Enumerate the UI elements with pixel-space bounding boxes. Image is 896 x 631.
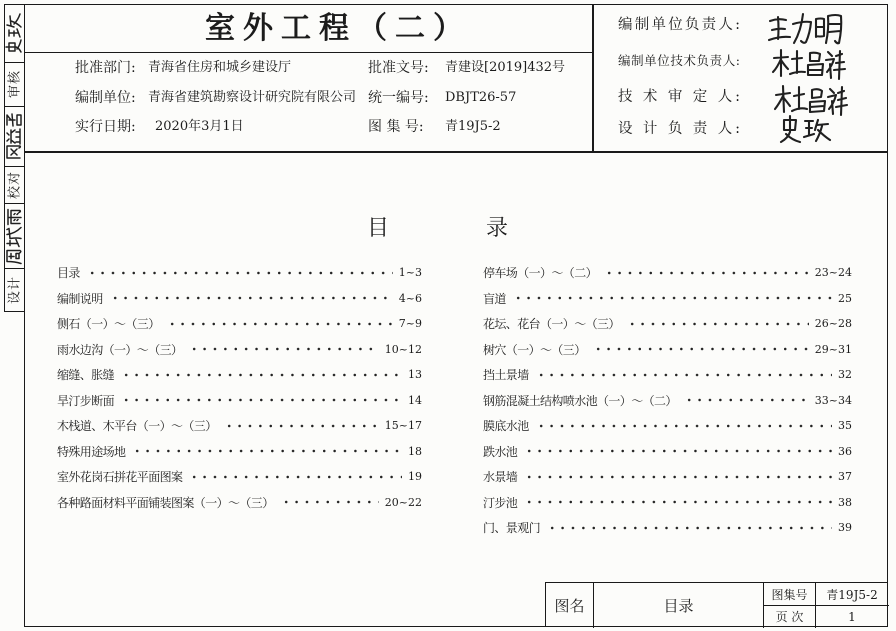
approval-no-label: 批准文号: xyxy=(368,60,429,76)
dot-leader xyxy=(110,292,393,304)
toc-entry-title: 缩缝、胀缝 xyxy=(57,368,115,383)
atlas-title: 室外工程（二） xyxy=(205,11,471,46)
toc-entry xyxy=(483,362,852,388)
toc-entry xyxy=(57,388,422,414)
dot-leader xyxy=(189,471,402,483)
dot-leader xyxy=(627,318,809,330)
strip-divider xyxy=(4,166,25,167)
atlas-no-label: 图 集 号: xyxy=(368,119,424,135)
toc-entry xyxy=(57,490,422,516)
toc-entry-pages: 20~22 xyxy=(384,495,422,509)
toc-entry-title: 各种路面材料平面铺装图案（一）～（三） xyxy=(57,495,274,510)
atlas-number-label: 图集号 xyxy=(771,587,808,602)
dot-leader xyxy=(524,496,832,508)
toc-entry-pages: 29~31 xyxy=(814,342,852,356)
toc-entry-pages: 15~17 xyxy=(384,419,422,433)
toc-entry-pages: 33~34 xyxy=(814,393,852,407)
toc-entry-pages: 26~28 xyxy=(814,317,852,331)
toc-entry-pages: 38 xyxy=(838,495,852,509)
page-number: 1 xyxy=(848,609,856,624)
checker-signature xyxy=(5,112,25,160)
toc-entry-pages: 7~9 xyxy=(398,317,422,331)
toc-entry-title: 膜底水池 xyxy=(483,419,529,434)
dot-leader xyxy=(121,369,402,381)
effective-date-label: 实行日期: xyxy=(75,119,136,135)
dot-leader xyxy=(281,496,379,508)
toc-entry-title: 雨水边沟（一）～（三） xyxy=(57,342,183,357)
page-number-label: 页 次 xyxy=(775,610,804,624)
strip-label-design: 设计 xyxy=(7,275,22,305)
dot-leader xyxy=(536,420,832,432)
toc-entry-pages: 35 xyxy=(838,419,852,433)
atlas-no-value: 青19J5-2 xyxy=(445,119,501,134)
toc-entry-pages: 23~24 xyxy=(814,266,852,280)
approval-dept-label: 批准部门: xyxy=(75,60,136,76)
toc-entry-title: 目录 xyxy=(57,266,80,281)
toc-entry-title: 停车场（一）～（二） xyxy=(483,266,598,281)
signature-mark xyxy=(5,12,22,54)
toc-entry-pages: 37 xyxy=(838,470,852,484)
toc-entry xyxy=(483,413,852,439)
toc-entry xyxy=(483,337,852,363)
toc-entry-pages: 36 xyxy=(838,444,852,458)
signature-mark xyxy=(5,112,22,160)
toc-entry-pages: 4~6 xyxy=(398,291,422,305)
design-lead-label: 设 计 负 责 人: xyxy=(618,121,740,137)
toc-entry-pages: 10~12 xyxy=(384,342,422,356)
toc-entry-title: 汀步池 xyxy=(483,495,518,510)
reviewer-signature xyxy=(5,12,25,54)
toc-entry xyxy=(57,311,422,337)
toc-entry xyxy=(483,439,852,465)
approval-dept-value: 青海省住房和城乡建设厅 xyxy=(148,60,292,75)
dot-leader xyxy=(604,267,809,279)
toc-entry-title: 旱汀步断面 xyxy=(57,393,115,408)
technical-approver-signature xyxy=(772,82,848,116)
toc-entry-title: 侧石（一）～（三） xyxy=(57,317,160,332)
dot-leader xyxy=(513,292,832,304)
toc-entry-title: 门、景观门 xyxy=(483,521,541,536)
toc-entry-pages: 19 xyxy=(408,470,422,484)
title-block xyxy=(545,582,888,627)
toc-entry-title: 编制说明 xyxy=(57,291,103,306)
dot-leader xyxy=(87,267,393,279)
toc-entry-title: 跌水池 xyxy=(483,444,518,459)
toc-entry xyxy=(57,439,422,465)
dot-leader xyxy=(167,318,393,330)
technical-head-signature xyxy=(770,46,846,80)
toc-entry-pages: 25 xyxy=(838,291,852,305)
drawing-name: 目录 xyxy=(663,596,694,615)
unified-no-label: 统一编号: xyxy=(368,90,429,106)
toc-entry-pages: 13 xyxy=(408,368,422,382)
design-lead-signature xyxy=(778,114,834,144)
header-divider xyxy=(24,151,888,153)
toc-entry-title: 水景墙 xyxy=(483,470,518,485)
toc-entry xyxy=(57,464,422,490)
toc-entry-title: 树穴（一）～（三） xyxy=(483,342,586,357)
dot-leader xyxy=(189,343,378,355)
toc-entry-pages: 14 xyxy=(408,393,422,407)
effective-date-value: 2020年3月1日 xyxy=(155,119,244,134)
toc-entry-title: 盲道 xyxy=(483,291,506,306)
strip-divider xyxy=(4,268,25,269)
toc-left-column xyxy=(57,260,422,515)
toc-entry xyxy=(483,286,852,312)
toc-entry xyxy=(57,337,422,363)
unit-head-signature xyxy=(766,9,846,46)
compiler-value: 青海省建筑勘察设计研究院有限公司 xyxy=(148,90,357,105)
strip-label-check: 校对 xyxy=(7,170,22,199)
dot-leader xyxy=(224,420,379,432)
strip-divider xyxy=(4,203,25,204)
header-vertical-divider xyxy=(592,4,594,152)
toc-entry xyxy=(483,464,852,490)
dot-leader xyxy=(593,343,809,355)
toc-entry-pages: 1~3 xyxy=(398,266,422,280)
dot-leader xyxy=(684,394,809,406)
atlas-number: 青19J5-2 xyxy=(826,587,878,602)
toc-entry-title: 挡土景墙 xyxy=(483,368,529,383)
dot-leader xyxy=(524,471,832,483)
toc-entry xyxy=(483,311,852,337)
designer-signature xyxy=(5,207,25,264)
toc-entry-pages: 18 xyxy=(408,444,422,458)
title-underline xyxy=(24,52,592,53)
unit-head-label: 编制单位负责人: xyxy=(618,17,740,33)
toc-entry xyxy=(57,413,422,439)
toc-entry-title: 木栈道、木平台（一）～（三） xyxy=(57,419,217,434)
toc-entry-title: 钢筋混凝土结构喷水池（一）～（二） xyxy=(483,393,677,408)
toc-entry xyxy=(483,260,852,286)
technical-approver-label: 技 术 审 定 人: xyxy=(618,89,740,105)
toc-entry-pages: 39 xyxy=(838,521,852,535)
dot-leader xyxy=(547,522,832,534)
toc-entry-title: 花坛、花台（一）～（三） xyxy=(483,317,620,332)
toc-entry xyxy=(57,362,422,388)
toc-right-column xyxy=(483,260,852,541)
toc-entry xyxy=(483,490,852,516)
toc-entry xyxy=(57,286,422,312)
toc-entry-title: 特殊用途场地 xyxy=(57,444,126,459)
toc-heading: 目录 xyxy=(367,216,606,241)
toc-entry-pages: 32 xyxy=(838,368,852,382)
dot-leader xyxy=(132,445,402,457)
signature-mark xyxy=(5,207,22,264)
technical-head-label: 编制单位技术负责人: xyxy=(618,53,740,68)
compiler-label: 编制单位: xyxy=(75,90,136,106)
toc-entry-title: 室外花岗石拼花平面图案 xyxy=(57,470,183,485)
dot-leader xyxy=(524,445,832,457)
drawing-name-label: 图名 xyxy=(554,596,585,615)
strip-divider xyxy=(4,106,25,107)
unified-no-value: DBJT26-57 xyxy=(445,90,517,105)
strip-label-review: 审核 xyxy=(7,69,22,99)
dot-leader xyxy=(121,394,402,406)
dot-leader xyxy=(536,369,832,381)
approval-no-value: 青建设[2019]432号 xyxy=(445,60,566,75)
strip-divider xyxy=(4,62,25,63)
toc-entry xyxy=(483,515,852,541)
toc-entry xyxy=(483,388,852,414)
toc-entry xyxy=(57,260,422,286)
